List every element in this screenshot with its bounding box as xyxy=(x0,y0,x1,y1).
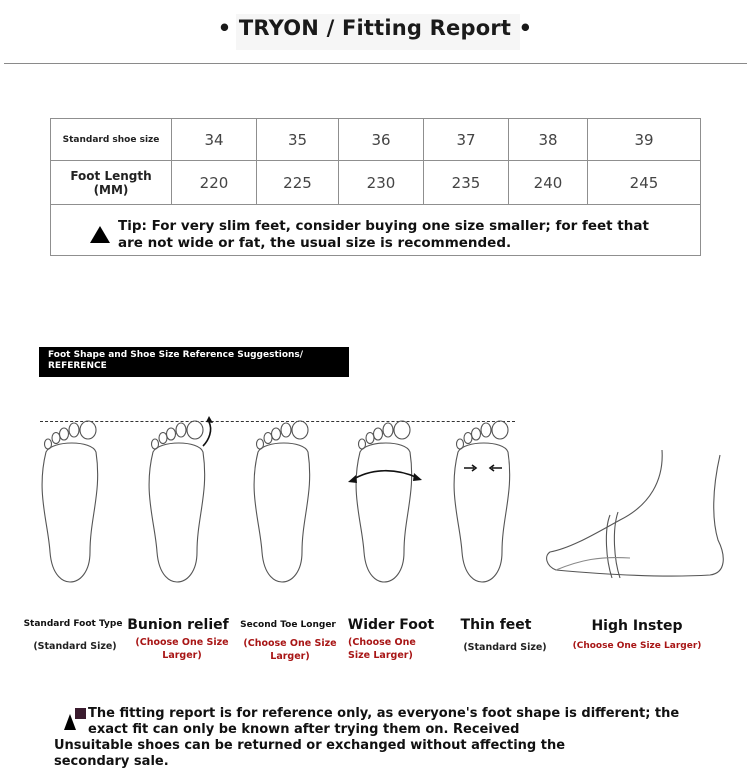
foot-type-advice: (Choose One Size Larger) xyxy=(348,637,416,661)
foot-type-label: Bunion relief xyxy=(127,617,229,633)
foot-type-advice: (Choose One Size Larger) xyxy=(135,637,229,661)
size-cell: 37 xyxy=(424,119,509,161)
foot-high-instep xyxy=(547,450,724,578)
foot-thin xyxy=(454,421,510,582)
bullet-square-icon xyxy=(75,708,86,719)
foot-type-label: Standard Foot Type xyxy=(23,619,123,629)
foot-type-advice: (Choose One Size Larger) xyxy=(243,638,337,662)
length-cell: 220 xyxy=(172,161,257,205)
foot-type-label: High Instep xyxy=(591,618,683,634)
foot-type-label: Wider Foot xyxy=(347,617,435,633)
length-cell: 235 xyxy=(424,161,509,205)
size-cell: 35 xyxy=(257,119,339,161)
foot-type-advice: (Choose One Size Larger) xyxy=(572,641,702,651)
foot-illustrations xyxy=(0,410,750,600)
title-divider xyxy=(4,63,747,64)
fitting-note: The fitting report is for reference only, as everyone's foot shape is different; the exact fit can only be known after trying them on. Received xyxy=(88,706,680,737)
length-cell: 225 xyxy=(257,161,339,205)
size-cell: 38 xyxy=(509,119,588,161)
foot-type-label: Second Toe Longer xyxy=(240,620,336,630)
size-cell: 39 xyxy=(588,119,701,161)
size-row xyxy=(51,119,701,161)
length-row xyxy=(51,161,701,205)
size-cell: 34 xyxy=(172,119,257,161)
foot-type-advice: (Standard Size) xyxy=(463,642,547,653)
warning-triangle-icon xyxy=(90,226,110,243)
foot-standard xyxy=(42,421,98,582)
page-title: • TRYON / Fitting Report • xyxy=(217,16,533,40)
size-cell: 36 xyxy=(339,119,424,161)
row-label-length: Foot Length (MM) xyxy=(51,161,172,205)
foot-second-toe xyxy=(254,421,310,582)
foot-bunion xyxy=(149,416,213,582)
return-note: Unsuitable shoes can be returned or exchanged without affecting the secondary sale. xyxy=(54,738,566,769)
foot-type-advice: (Standard Size) xyxy=(33,641,117,652)
reference-heading: Foot Shape and Shoe Size Reference Suggestions/ REFERENCE xyxy=(39,347,349,377)
row-label-size: Standard shoe size xyxy=(51,119,172,161)
length-cell: 230 xyxy=(339,161,424,205)
foot-type-label: Thin feet xyxy=(460,617,532,633)
length-cell: 240 xyxy=(509,161,588,205)
foot-wide xyxy=(348,421,422,582)
length-cell: 245 xyxy=(588,161,701,205)
size-tip: Tip: For very slim feet, consider buying one size smaller; for feet that are not wide or fat, the usual size is recommended. xyxy=(118,218,649,251)
